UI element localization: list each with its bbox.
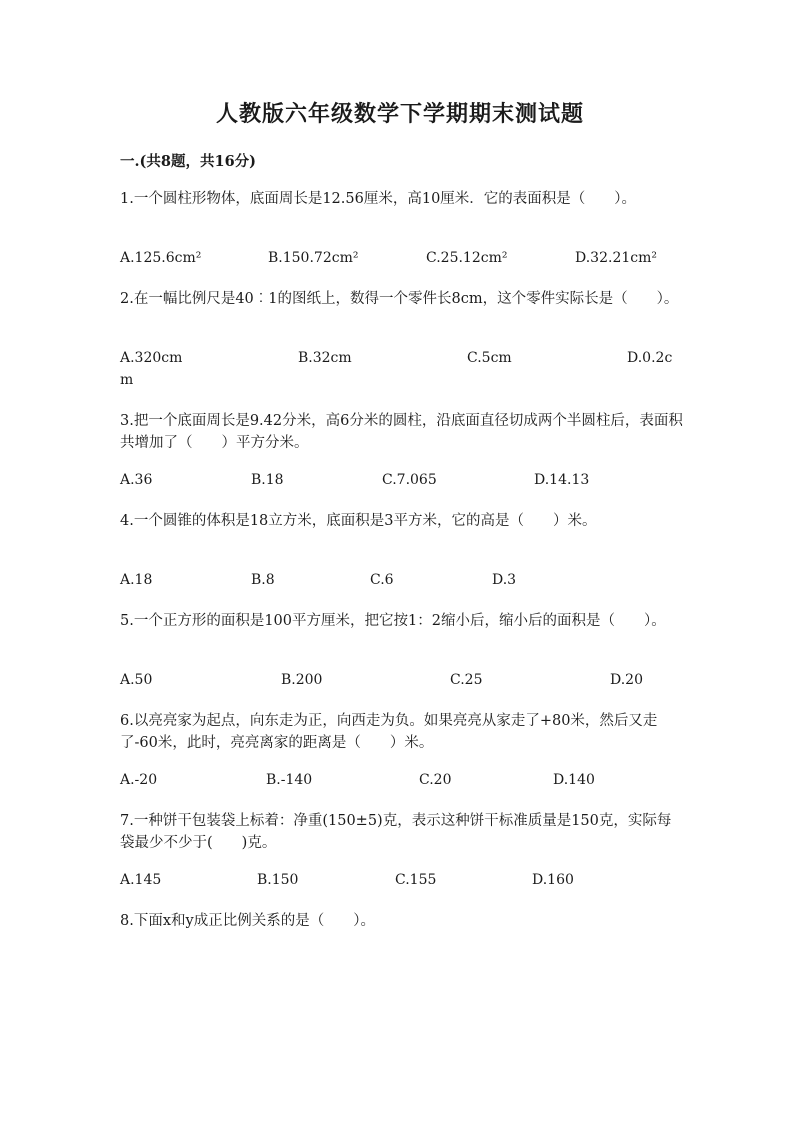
- question-3-options: [120, 472, 690, 494]
- option-d: D.32.21cm²: [575, 250, 657, 266]
- option-d: D.140: [553, 772, 595, 788]
- option-b: B.150.72cm²: [268, 250, 359, 266]
- option-c: C.155: [395, 872, 437, 888]
- option-b: B.18: [251, 472, 284, 488]
- option-d: D.3: [492, 572, 517, 588]
- option-b: B.32cm: [298, 350, 352, 366]
- option-a: A.50: [120, 672, 153, 688]
- question-5-options: [120, 672, 690, 694]
- option-a: A.18: [120, 572, 153, 588]
- question-6-text: 6.以亮亮家为起点，向东走为正，向西走为负。如果亮亮从家走了+80米，然后又走了-60米，此时，亮亮离家的距离是（ ）米。: [120, 713, 658, 751]
- question-2-text: 2.在一幅比例尺是40︰1的图纸上，数得一个零件长8cm，这个零件实际长是（ ）。: [120, 291, 679, 307]
- question-6-options: [120, 772, 690, 794]
- option-b: B.-140: [266, 772, 313, 788]
- option-c: C.25: [450, 672, 483, 688]
- option-b: B.150: [257, 872, 299, 888]
- question-4-text: 4.一个圆锥的体积是18立方米，底面积是3平方米，它的高是（ ）米。: [120, 513, 597, 529]
- option-b: B.8: [251, 572, 275, 588]
- option-a: A.145: [120, 872, 162, 888]
- question-4-options: [120, 572, 690, 594]
- question-7-text: 7.一种饼干包装袋上标着：净重(150±5)克，表示这种饼干标准质量是150克，实际每袋最少不少于( )克。: [120, 813, 672, 851]
- question-1-text: 1.一个圆柱形物体，底面周长是12.56厘米，高10厘米．它的表面积是（ ）。: [120, 191, 637, 207]
- option-b: B.200: [281, 672, 323, 688]
- option-c: C.5cm: [467, 350, 512, 366]
- option-c: C.7.065: [382, 472, 437, 488]
- question-7-options: [120, 872, 690, 894]
- option-a: A.36: [120, 472, 153, 488]
- question-8-text: 8.下面x和y成正比例关系的是（ ）。: [120, 913, 375, 929]
- question-5-text: 5.一个正方形的面积是100平方厘米，把它按1：2缩小后，缩小后的面积是（ ）。: [120, 613, 666, 629]
- option-c: C.25.12cm²: [426, 250, 508, 266]
- option-a: A.-20: [120, 772, 158, 788]
- option-c: C.20: [419, 772, 452, 788]
- option-d: D.20: [610, 672, 643, 688]
- option-d-wrap: m: [120, 372, 134, 388]
- question-3-text: 3.把一个底面周长是9.42分米，高6分米的圆柱，沿底面直径切成两个半圆柱后，表面积共增加了（ ）平方分米。: [120, 413, 683, 451]
- option-d: D.0.2c: [627, 350, 673, 366]
- section-heading: 一.(共8题，共16分): [120, 153, 257, 170]
- option-d: D.14.13: [534, 472, 590, 488]
- question-1-options: [120, 250, 690, 272]
- option-a: A.320cm: [120, 350, 183, 366]
- question-2-options: [120, 350, 690, 372]
- option-d: D.160: [532, 872, 574, 888]
- page-title: 人教版六年级数学下学期期末测试题: [215, 102, 584, 127]
- option-a: A.125.6cm²: [120, 250, 202, 266]
- option-c: C.6: [370, 572, 394, 588]
